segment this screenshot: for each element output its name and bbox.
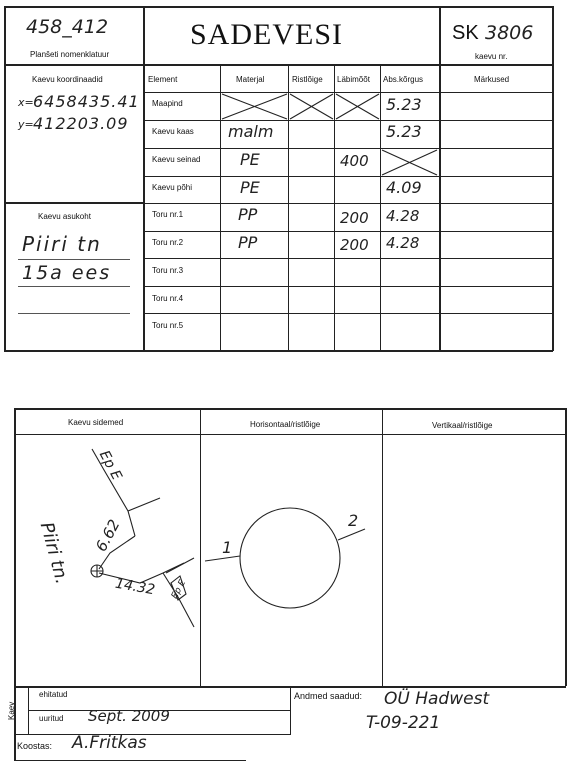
row-element: Toru nr.3	[152, 266, 184, 275]
row-element: Kaevu kaas	[152, 127, 194, 136]
andmed-value1: OÜ Hadwest	[384, 689, 490, 709]
uuritud-label: uuritud	[39, 714, 64, 723]
sketch-dist1: 6.62	[92, 516, 124, 555]
row-element: Toru nr.2	[152, 238, 184, 247]
coord-x-value: 6458435.41	[33, 92, 140, 111]
coord-x-prefix: x=	[18, 96, 34, 109]
location-line1: Piiri tn	[22, 232, 102, 256]
pipe-label-1: 1	[222, 538, 233, 557]
row-materjal: PE	[240, 150, 260, 169]
row-abs: 5.23	[386, 122, 422, 141]
row-element: Maapind	[152, 99, 183, 108]
uuritud-value: Sept. 2009	[88, 707, 170, 725]
section-sidemed: Kaevu sidemed	[68, 418, 124, 427]
row-element: Toru nr.5	[152, 321, 184, 330]
well-prefix: SK	[452, 22, 479, 44]
pipe-label-2: 2	[348, 511, 359, 530]
nomenclature-value: 458_412	[26, 16, 109, 38]
row-element: Kaevu põhi	[152, 183, 193, 192]
col-materjal: Materjal	[236, 75, 265, 84]
sketch-building2: Ep E	[170, 578, 189, 601]
well-label: kaevu nr.	[475, 52, 508, 61]
row-materjal: PE	[240, 178, 260, 197]
row-abs: 4.09	[386, 178, 422, 197]
row-element: Kaevu seinad	[152, 155, 201, 164]
row-labimoot: 400	[340, 152, 369, 170]
ehitatud-label: ehitatud	[39, 690, 68, 699]
coords-label: Kaevu koordinaadid	[32, 75, 103, 84]
nomenclature-label: Planšeti nomenklatuur	[30, 50, 110, 59]
row-labimoot: 200	[340, 209, 369, 227]
coord-y-value: 412203.09	[33, 114, 129, 133]
row-abs: 5.23	[386, 95, 422, 114]
andmed-label: Andmed saadud:	[294, 691, 363, 701]
coord-y-prefix: y=	[18, 118, 34, 131]
well-number: 3806	[485, 22, 534, 44]
sketch-building1: Ep E	[95, 448, 125, 483]
koostas-value: A.Fritkas	[72, 733, 147, 753]
row-labimoot: 200	[340, 236, 369, 254]
row-abs: 4.28	[386, 234, 420, 252]
location-line2: 15a ees	[22, 262, 112, 284]
row-materjal: PP	[238, 205, 258, 224]
kaev-label: Kaev	[7, 701, 16, 720]
row-element: Toru nr.1	[152, 210, 184, 219]
section-vertikaal: Vertikaal/ristlõige	[432, 421, 493, 430]
andmed-value2: T-09-221	[366, 713, 441, 733]
section-horisontaal: Horisontaal/ristlõige	[250, 420, 321, 429]
col-markused: Märkused	[474, 75, 510, 84]
row-materjal: PP	[238, 233, 258, 252]
sketch-dist2: 14.32	[113, 575, 157, 599]
koostas-label: Koostas:	[17, 741, 53, 751]
col-abs: Abs.kõrgus	[383, 75, 424, 84]
sketch-street: Piiri tn.	[35, 520, 73, 587]
col-ristloige: Ristlõige	[292, 75, 323, 84]
col-element: Element	[148, 75, 178, 84]
page-title: SADEVESI	[190, 18, 344, 51]
col-labimoot: Läbimõõt	[337, 75, 370, 84]
row-element: Toru nr.4	[152, 294, 184, 303]
row-abs: 4.28	[386, 207, 420, 225]
location-label: Kaevu asukoht	[38, 212, 91, 221]
row-materjal: malm	[228, 122, 274, 141]
